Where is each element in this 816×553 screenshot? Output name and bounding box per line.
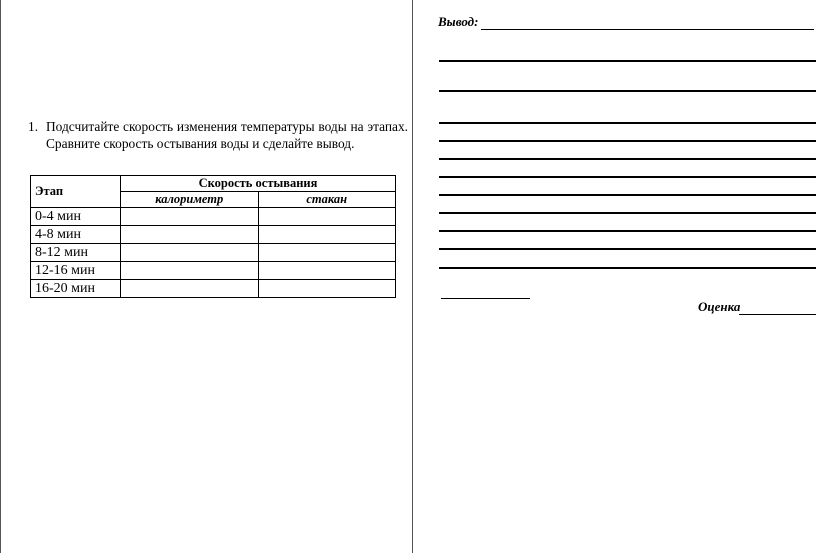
glass-cell[interactable] bbox=[258, 280, 396, 298]
conclusion-first-line[interactable] bbox=[481, 29, 814, 30]
table-row bbox=[31, 226, 396, 244]
writing-line[interactable] bbox=[439, 176, 816, 178]
conclusion-title: Вывод: bbox=[438, 14, 479, 29]
table-row bbox=[31, 262, 396, 280]
task-1 bbox=[28, 118, 408, 152]
writing-line[interactable] bbox=[439, 267, 816, 269]
cooling-table bbox=[30, 175, 396, 298]
writing-line[interactable] bbox=[439, 122, 816, 124]
task-number: 1. bbox=[28, 119, 39, 134]
task-text: Подсчитайте скорость изменения температуры воды на этапах. Сравните скорость остывания воды и сделайте вывод. bbox=[46, 119, 408, 151]
calorimeter-cell[interactable] bbox=[121, 262, 259, 280]
page-divider bbox=[412, 0, 413, 553]
writing-line[interactable] bbox=[439, 230, 816, 232]
stage-cell: 0-4 мин bbox=[31, 208, 121, 226]
grade-label: Оценка bbox=[698, 299, 741, 314]
calorimeter-cell[interactable] bbox=[121, 280, 259, 298]
header-stage: Этап bbox=[31, 176, 121, 208]
header-cooling-speed: Скорость остывания bbox=[121, 176, 396, 192]
table-row bbox=[31, 244, 396, 262]
calorimeter-cell[interactable] bbox=[121, 244, 259, 262]
writing-line[interactable] bbox=[439, 140, 816, 142]
stage-cell: 16-20 мин bbox=[31, 280, 121, 298]
grade-line[interactable] bbox=[739, 314, 816, 315]
calorimeter-cell[interactable] bbox=[121, 208, 259, 226]
stage-cell: 12-16 мин bbox=[31, 262, 121, 280]
calorimeter-cell[interactable] bbox=[121, 226, 259, 244]
glass-cell[interactable] bbox=[258, 226, 396, 244]
table-row bbox=[31, 208, 396, 226]
stage-cell: 8-12 мин bbox=[31, 244, 121, 262]
writing-line[interactable] bbox=[439, 212, 816, 214]
table-row bbox=[31, 280, 396, 298]
writing-line[interactable] bbox=[439, 248, 816, 250]
glass-cell[interactable] bbox=[258, 244, 396, 262]
header-calorimeter: калориметр bbox=[121, 192, 259, 208]
short-line bbox=[441, 298, 530, 299]
stage-cell: 4-8 мин bbox=[31, 226, 121, 244]
writing-line[interactable] bbox=[439, 158, 816, 160]
writing-line[interactable] bbox=[439, 90, 816, 92]
glass-cell[interactable] bbox=[258, 208, 396, 226]
writing-line[interactable] bbox=[439, 194, 816, 196]
left-page-border bbox=[0, 0, 1, 553]
glass-cell[interactable] bbox=[258, 262, 396, 280]
header-glass: стакан bbox=[258, 192, 396, 208]
writing-line[interactable] bbox=[439, 60, 816, 62]
